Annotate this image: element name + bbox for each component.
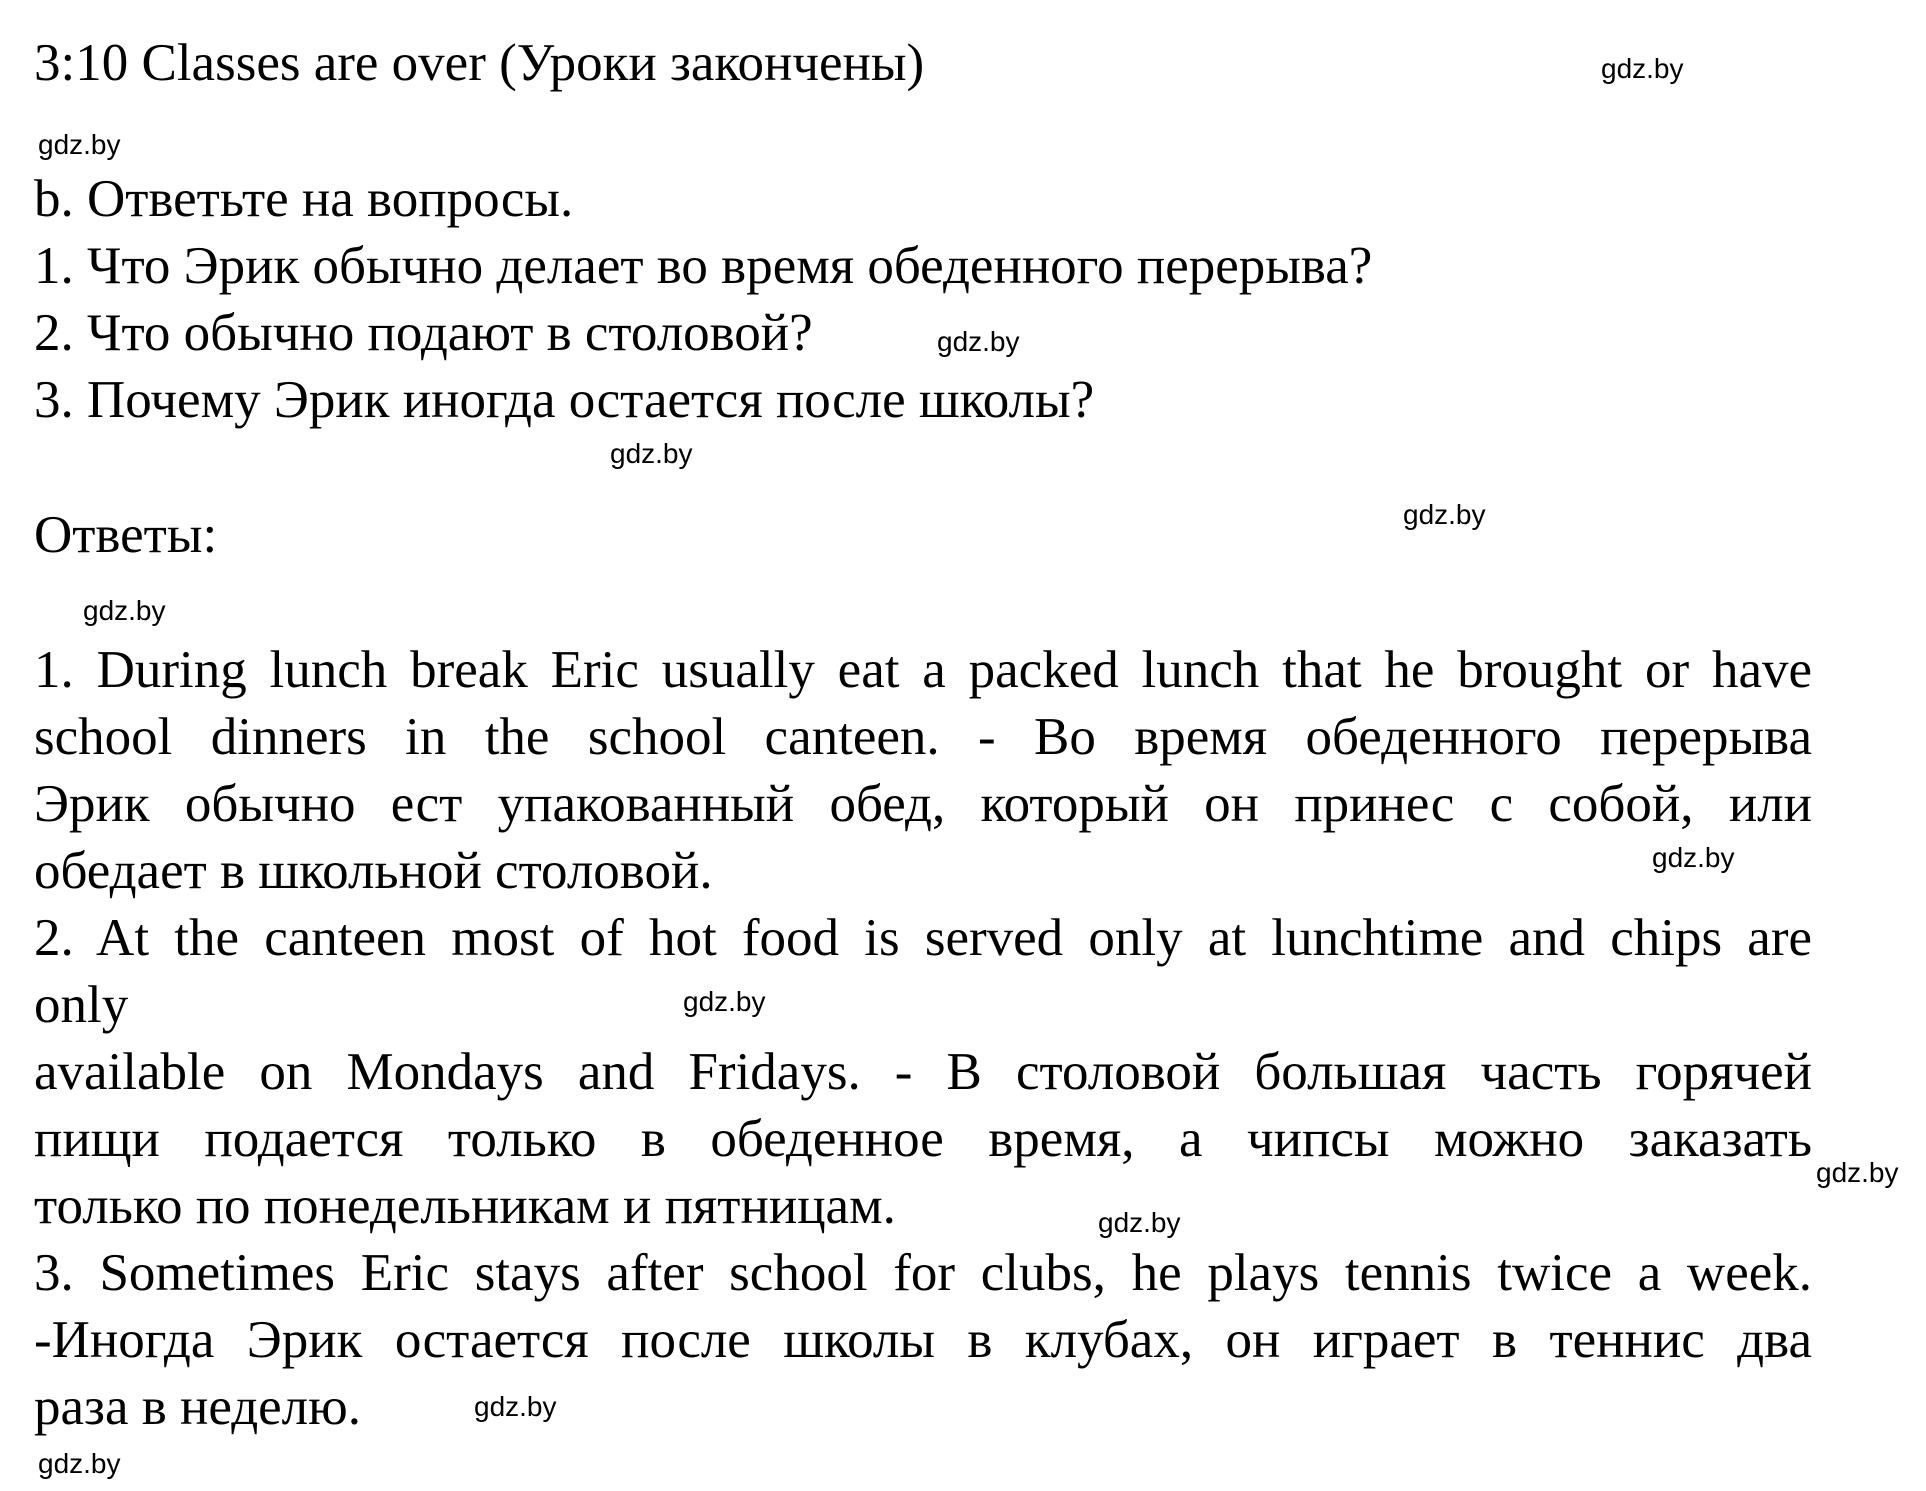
watermark: gdz.by (1652, 842, 1735, 873)
watermark: gdz.by (83, 595, 166, 626)
page-title: 3:10 Classes are over (Уроки закончены) (34, 34, 925, 92)
answer-line: only (34, 976, 129, 1034)
task-heading: b. Ответьте на вопросы. (34, 170, 574, 228)
watermark: gdz.by (474, 1391, 557, 1422)
watermark: gdz.by (1601, 53, 1684, 84)
answer-line: available on Mondays and Fridays. - В столовой большая часть горячей (34, 1043, 1812, 1101)
answer-line: обедает в школьной столовой. (34, 842, 713, 900)
answer-line: раза в неделю. (34, 1378, 361, 1436)
answer-line: Эрик обычно ест упакованный обед, который он принес с собой, или (34, 775, 1812, 833)
watermark: gdz.by (1403, 499, 1486, 530)
watermark: gdz.by (937, 326, 1020, 357)
watermark: gdz.by (1816, 1157, 1899, 1188)
watermark: gdz.by (38, 129, 121, 160)
question-2: 2. Что обычно подают в столовой? (34, 304, 813, 362)
watermark: gdz.by (683, 986, 766, 1017)
answer-line: 1. During lunch break Eric usually eat a packed lunch that he brought or have (34, 641, 1812, 699)
question-3: 3. Почему Эрик иногда остается после школы? (34, 371, 1095, 429)
answer-line: пищи подается только в обеденное время, а чипсы можно заказать (34, 1110, 1812, 1168)
watermark: gdz.by (38, 1448, 121, 1479)
answer-line: school dinners in the school canteen. - Во время обеденного перерыва (34, 708, 1812, 766)
answer-line: -Иногда Эрик остается после школы в клубах, он играет в теннис два (34, 1311, 1812, 1369)
question-1: 1. Что Эрик обычно делает во время обеденного перерыва? (34, 237, 1373, 295)
watermark: gdz.by (610, 438, 693, 469)
answer-line: только по понедельникам и пятницам. (34, 1177, 896, 1235)
answer-line: 2. At the canteen most of hot food is served only at lunchtime and chips are (34, 909, 1812, 967)
watermark: gdz.by (1098, 1207, 1181, 1238)
answers-heading: Ответы: (34, 506, 218, 564)
answer-line: 3. Sometimes Eric stays after school for clubs, he plays tennis twice a week. (34, 1244, 1812, 1302)
